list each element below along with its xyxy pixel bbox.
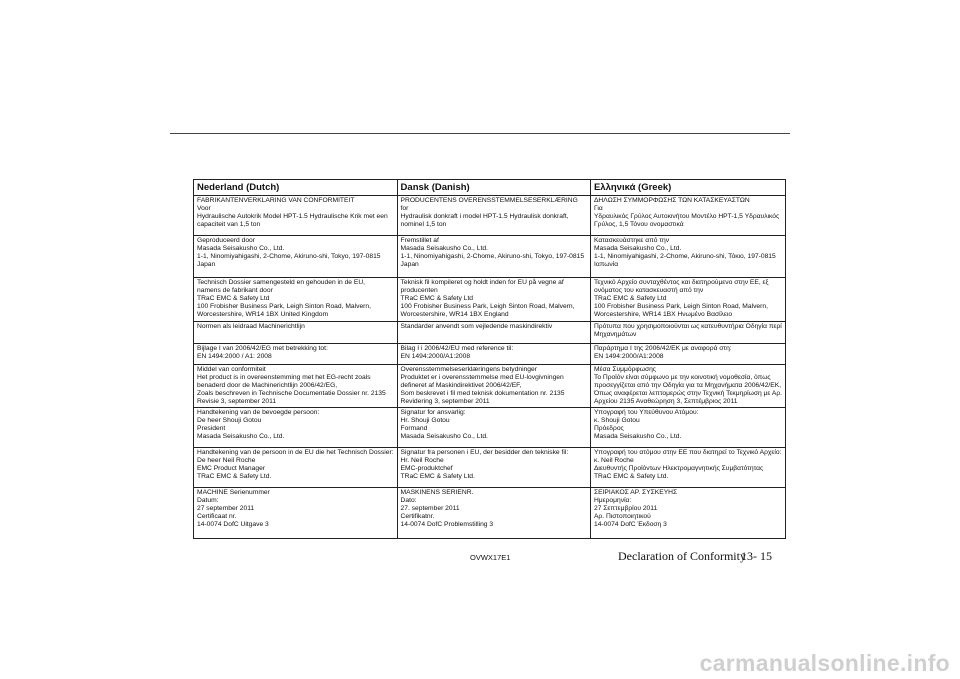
cell-line: Bilag I i 2006/42/EU med reference til: bbox=[400, 345, 514, 352]
cell-line: FABRIKANTENVERKLARING VAN CONFORMITEIT bbox=[197, 197, 355, 204]
cell-line: 27 september 2011 bbox=[197, 505, 255, 512]
cell-line: 100 Frobisher Business Park, Leigh Sinton Road, Malvern, bbox=[593, 303, 768, 310]
cell-line: EN 1494:2000/A1:2008 bbox=[593, 353, 664, 360]
cell-line: Japan bbox=[400, 261, 419, 268]
cell-line: Τεχνικό Αρχείο συνταχθέντος και διατηρούμενο στην ΕΕ, εξ bbox=[593, 279, 769, 286]
declaration-cell bbox=[398, 322, 590, 344]
cell-line: Γρύλος, 1,5 Τόνου ονομαστικά bbox=[593, 221, 684, 228]
cell-line: Όπως αναφέρεται λεπτομερώς στην Τεχνική Τεκμηρίωση με Αρ. bbox=[593, 390, 782, 397]
language-heading: Ελληνικά (Greek) bbox=[591, 180, 785, 196]
cell-line: 14-0074 DofC Problemstilling 3 bbox=[400, 521, 494, 528]
cell-line: Dato: bbox=[400, 497, 417, 504]
cell-line: Masada Seisakusho Co., Ltd. bbox=[197, 245, 285, 252]
cell-line: προσεγγίζεται από την Οδηγία για τα Μηχανήματα 2006/42/ΕΚ, bbox=[593, 382, 782, 389]
cell-line: Ιαπωνία bbox=[593, 261, 619, 268]
cell-line: Worcestershire, WR14 1BX England bbox=[400, 311, 509, 318]
cell-line: Voor bbox=[197, 205, 211, 212]
declaration-cell bbox=[591, 365, 785, 408]
cell-line: Αρ. Πιστοποιητικού bbox=[593, 513, 651, 520]
declaration-cell bbox=[194, 322, 397, 344]
cell-line: PRODUCENTENS OVERENSSTEMMELSESERKLÆRING bbox=[400, 197, 578, 204]
cell-line: Masada Seisakusho Co., Ltd. bbox=[593, 433, 682, 440]
cell-line: Certificaat nr. bbox=[197, 513, 237, 520]
cell-line: President bbox=[197, 425, 226, 432]
cell-line: EN 1494:2000 / A1: 2008 bbox=[197, 353, 272, 360]
cell-line: TRaC EMC & Safety Ltd. bbox=[400, 473, 475, 480]
cell-line: 27 Σεπτεμβρίου 2011 bbox=[593, 505, 658, 512]
cell-line: Masada Seisakusho Co., Ltd. bbox=[593, 245, 682, 252]
cell-line: Som beskrevet i fil med teknisk dokumentation nr. 2135 bbox=[400, 390, 565, 397]
cell-line: Για bbox=[593, 205, 603, 212]
cell-line: κ. Shouji Gotou bbox=[593, 417, 640, 424]
cell-line: for bbox=[400, 205, 409, 212]
declaration-cell bbox=[398, 488, 590, 532]
cell-line: Zoals beschreven in Technische Documentatie Dossier nr. 2135 bbox=[197, 390, 386, 397]
section-title: Declaration of Conformity bbox=[618, 549, 746, 563]
language-heading: Nederland (Dutch) bbox=[194, 180, 397, 196]
language-column bbox=[590, 180, 785, 538]
cell-line: EMC-produktchef bbox=[400, 465, 453, 472]
declaration-cell bbox=[398, 365, 590, 408]
cell-line: Hr. Neil Roche bbox=[400, 457, 444, 464]
cell-line: EN 1494:2000/A1:2008 bbox=[400, 353, 471, 360]
cell-line: Worcestershire, WR14 1BX United Kingdom bbox=[197, 311, 329, 318]
declaration-cell bbox=[398, 196, 590, 236]
declaration-cell bbox=[398, 408, 590, 448]
cell-line: κ. Neil Roche bbox=[593, 457, 634, 464]
declaration-cell bbox=[194, 236, 397, 278]
cell-line: TRaC EMC & Safety Ltd bbox=[593, 295, 667, 302]
cell-line: Υδραυλικός Γρύλος Αυτοκινήτου Μοντέλο HPT-1,5 Υδραυλικός bbox=[593, 213, 780, 220]
cell-line: De heer Shouji Gotou bbox=[197, 417, 262, 424]
cell-line: Το Προϊόν είναι σύμφωνο με την κοινοτική νομοθεσία, όπως bbox=[593, 374, 771, 381]
cell-line: 100 Frobisher Business Park, Leigh Sinton Road, Malvern, bbox=[400, 303, 575, 310]
cell-line: Formand bbox=[400, 425, 428, 432]
cell-line: Μηχανημάτων bbox=[593, 331, 637, 338]
cell-line: TRaC EMC & Safety Ltd bbox=[400, 295, 474, 302]
cell-line: 1-1, Ninomiyahigashi, 2-Chome, Akiruno-shi, Tokyo, 197-0815 bbox=[197, 253, 381, 260]
cell-line: Hydraulische Autokrik Model HPT-1.5 Hydraulische Krik met een bbox=[197, 213, 388, 220]
cell-line: Japan bbox=[197, 261, 216, 268]
declaration-table bbox=[193, 179, 786, 539]
cell-line: Παράρτημα I της 2006/42/ΕΚ με αναφορά στη: bbox=[593, 345, 732, 352]
declaration-cell bbox=[194, 448, 397, 488]
declaration-cell bbox=[194, 344, 397, 365]
document-code: OVWX17E1 bbox=[470, 553, 511, 562]
cell-line: Overensstemmelseserklæringens betydninger bbox=[400, 366, 537, 373]
cell-line: ονόματος του κατασκευαστή από την bbox=[593, 287, 704, 294]
cell-line: nominel 1,5 ton bbox=[400, 221, 447, 228]
declaration-cell bbox=[398, 344, 590, 365]
cell-line: Υπογραφή του Υπεύθυνου Ατόμου: bbox=[593, 409, 699, 416]
cell-line: Hr. Shouji Gotou bbox=[400, 417, 450, 424]
cell-line: EMC Product Manager bbox=[197, 465, 266, 472]
cell-line: Υπογραφή του ατόμου στην ΕΕ που διατηρεί το Τεχνικό Αρχείο: bbox=[593, 449, 782, 456]
cell-line: Hydraulisk donkraft i model HPT-1.5 Hydraulisk donkraft, bbox=[400, 213, 569, 220]
cell-line: Normen als leidraad Machinerichtlijn bbox=[197, 323, 305, 330]
declaration-cell bbox=[591, 196, 785, 236]
cell-line: Middel van conformiteit bbox=[197, 366, 266, 373]
cell-line: defineret af Maskindirektivet 2006/42/EF, bbox=[400, 382, 522, 389]
declaration-cell bbox=[194, 278, 397, 322]
cell-line: Revisie 3, september 2011 bbox=[197, 398, 277, 405]
cell-line: 100 Frobisher Business Park, Leigh Sinton Road, Malvern, bbox=[197, 303, 371, 310]
declaration-cell bbox=[398, 448, 590, 488]
cell-line: Signatur for ansvarlig: bbox=[400, 409, 466, 416]
cell-line: 1-1, Ninomiyahigashi, 2-Chome, Akiruno-shi, Τόκιο, 197-0815 bbox=[593, 253, 776, 260]
cell-line: benaderd door de Machinerichtlijn 2006/42/EG, bbox=[197, 382, 338, 389]
cell-line: Μέσα Συμμόρφωσης bbox=[593, 366, 657, 373]
declaration-cell bbox=[591, 344, 785, 365]
cell-line: Signatur fra personen i EU, der besidder den tekniske fil: bbox=[400, 449, 569, 456]
language-column bbox=[397, 180, 590, 538]
cell-line: Het product is in overeenstemming met het EG-recht zoals bbox=[197, 374, 371, 381]
top-rule bbox=[170, 133, 790, 134]
language-heading: Dansk (Danish) bbox=[398, 180, 590, 196]
cell-line: TRaC EMC & Safety Ltd. bbox=[197, 473, 272, 480]
watermark: carmanualsonline.info bbox=[699, 650, 950, 676]
cell-line: Ημερομηνία: bbox=[593, 497, 632, 504]
declaration-cell bbox=[591, 278, 785, 322]
declaration-cell bbox=[591, 236, 785, 278]
cell-line: Αρχείου 2135 Αναθεώρηση 3, Σεπτέμβριος 2011 bbox=[593, 398, 738, 405]
cell-line: capaciteit van 1,5 ton bbox=[197, 221, 261, 228]
language-column bbox=[194, 180, 397, 538]
declaration-cell bbox=[591, 448, 785, 488]
cell-line: Διευθυντής Προϊόντων Ηλεκτρομαγνητικής Συμβατότητας bbox=[593, 465, 764, 472]
declaration-cell bbox=[591, 322, 785, 344]
cell-line: Datum: bbox=[197, 497, 219, 504]
cell-line: TRaC EMC & Safety Ltd. bbox=[593, 473, 669, 480]
cell-line: Bijlage I van 2006/42/EG met betrekking tot: bbox=[197, 345, 328, 352]
cell-line: 27. september 2011 bbox=[400, 505, 460, 512]
cell-line: 14-0074 DofC Uitgave 3 bbox=[197, 521, 269, 528]
cell-line: Produktet er i overensstemmelse med EU-lovgivningen bbox=[400, 374, 564, 381]
declaration-cell bbox=[194, 365, 397, 408]
cell-line: Standarder anvendt som vejledende maskindirektiv bbox=[400, 323, 553, 330]
cell-line: Handtekening van de persoon in de EU die het Technisch Dossier: bbox=[197, 449, 394, 456]
page-number: 13- 15 bbox=[741, 549, 772, 563]
cell-line: Revidering 3, september 2011 bbox=[400, 398, 490, 405]
cell-line: Masada Seisakusho Co., Ltd. bbox=[400, 245, 488, 252]
cell-line: ΣΕΙΡΙΑΚΟΣ ΑΡ. ΣΥΣΚΕΥΗΣ bbox=[593, 489, 678, 496]
cell-line: producenten bbox=[400, 287, 438, 294]
declaration-cell bbox=[398, 278, 590, 322]
cell-line: namens de fabrikant door bbox=[197, 287, 273, 294]
cell-line: Certifikatnr. bbox=[400, 513, 435, 520]
declaration-cell bbox=[591, 488, 785, 532]
declaration-cell bbox=[194, 488, 397, 532]
cell-line: Fremstillet af bbox=[400, 237, 439, 244]
declaration-cell bbox=[194, 196, 397, 236]
cell-line: TRaC EMC & Safety Ltd bbox=[197, 295, 270, 302]
declaration-cell bbox=[398, 236, 590, 278]
cell-line: Πρόεδρος bbox=[593, 425, 624, 432]
cell-line: Masada Seisakusho Co., Ltd. bbox=[400, 433, 488, 440]
cell-line: Κατασκευάστηκε από την bbox=[593, 237, 670, 244]
cell-line: ΔΗΛΩΣΗ ΣΥΜΜΟΡΦΩΣΗΣ ΤΩΝ ΚΑΤΑΣΚΕΥΑΣΤΩΝ bbox=[593, 197, 750, 204]
cell-line: MASKINENS SERIENR. bbox=[400, 489, 474, 496]
cell-line: 1-1, Ninomiyahigashi, 2-Chome, Akiruno-shi, Tokyo, 197-0815 bbox=[400, 253, 585, 260]
cell-line: Teknisk fil kompileret og holdt inden for EU på vegne af bbox=[400, 279, 564, 286]
cell-line: MACHINE Serienummer bbox=[197, 489, 270, 496]
declaration-cell bbox=[194, 408, 397, 448]
cell-line: Technisch Dossier samengesteld en gehouden in de EU, bbox=[197, 279, 366, 286]
cell-line: Masada Seisakusho Co., Ltd. bbox=[197, 433, 285, 440]
cell-line: Geproduceerd door bbox=[197, 237, 255, 244]
declaration-cell bbox=[591, 408, 785, 448]
cell-line: De heer Neil Roche bbox=[197, 457, 256, 464]
cell-line: 14-0074 DofC Έκδοση 3 bbox=[593, 521, 667, 528]
cell-line: Worcestershire, WR14 1BX Ηνωμένο Βασίλειο bbox=[593, 311, 733, 318]
cell-line: Handtekening van de bevoegde persoon: bbox=[197, 409, 320, 416]
cell-line: Πρότυπα που χρησιμοποιούνται ως κατευθυντήρια Οδηγία περί bbox=[593, 323, 782, 330]
